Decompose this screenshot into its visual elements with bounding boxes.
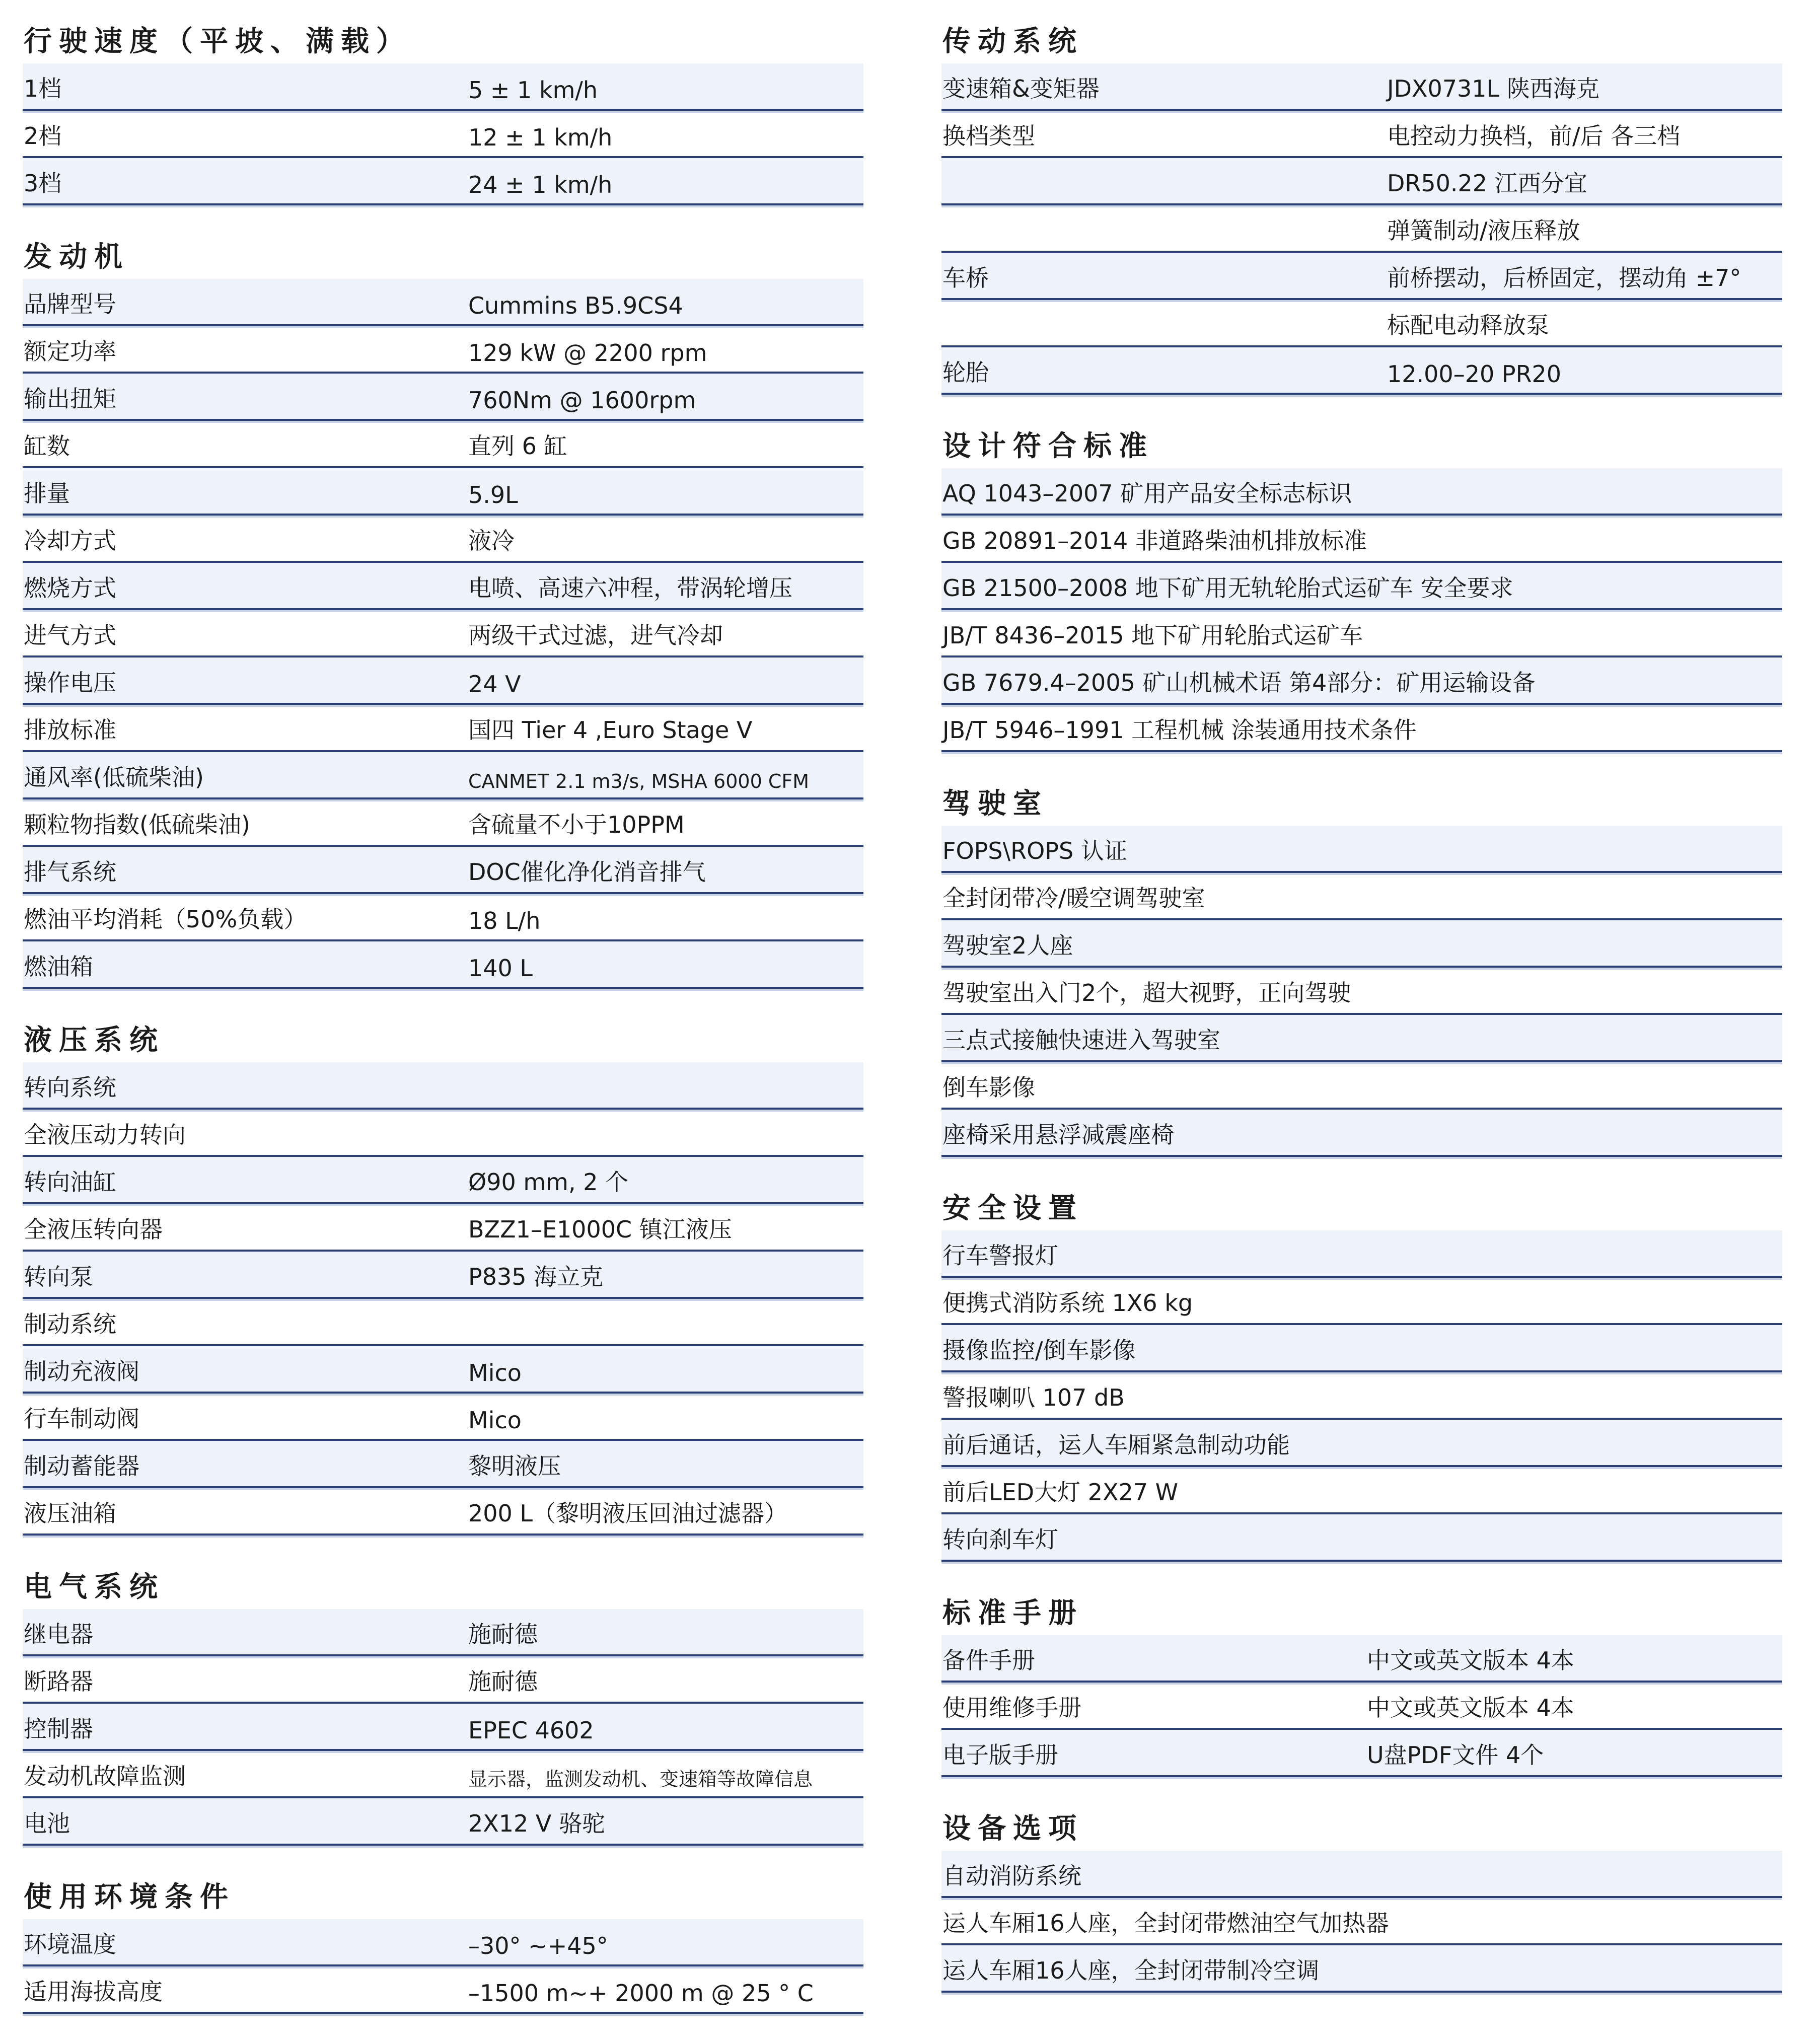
spec-row (941, 873, 1782, 920)
spec-label: 警报喇叭 107 dB (942, 1384, 1125, 1411)
spec-label: 冷却方式 (24, 527, 116, 554)
spec-label: GB 21500–2008 地下矿用无轨轮胎式运矿车 安全要求 (942, 574, 1513, 602)
section-title: 标准手册 (942, 1597, 1083, 1630)
spec-row (23, 421, 863, 468)
spec-row (23, 326, 863, 374)
spec-row (941, 920, 1782, 968)
spec-label: 倒车影像 (942, 1074, 1035, 1101)
spec-row (23, 1798, 863, 1846)
spec-label: 进气方式 (24, 622, 116, 649)
spec-label: 输出扭矩 (24, 385, 116, 412)
spec-row (23, 941, 863, 989)
spec-row (23, 1441, 863, 1488)
spec-label: 转向系统 (24, 1074, 116, 1101)
spec-row (23, 63, 863, 111)
spec-section (941, 1187, 1782, 1562)
spec-label: 颗粒物指数(低硫柴油) (24, 811, 250, 838)
spec-label: 全封闭带冷/暖空调驾驶室 (942, 885, 1205, 912)
spec-value: 760Nm @ 1600rpm (468, 387, 696, 414)
spec-label: 座椅采用悬浮减震座椅 (942, 1121, 1174, 1148)
spec-row (941, 1230, 1782, 1278)
spec-section (23, 1566, 863, 1846)
spec-row (23, 279, 863, 326)
spec-row (941, 968, 1782, 1015)
spec-label: 排气系统 (24, 858, 116, 886)
section-title: 使用环境条件 (24, 1881, 235, 1914)
spec-value: 中文或英文版本 4本 (1367, 1694, 1574, 1721)
spec-label: 全液压动力转向 (24, 1121, 186, 1148)
spec-row (23, 752, 863, 799)
spec-label: 燃油平均消耗（50%负载） (24, 906, 307, 933)
spec-label: 转向油缸 (24, 1169, 116, 1196)
spec-row (941, 1062, 1782, 1110)
spec-value: 24 V (468, 671, 521, 698)
spec-row (23, 158, 863, 205)
spec-value: 含硫量不小于10PPM (468, 811, 685, 838)
spec-row (23, 1704, 863, 1751)
spec-label: 电池 (24, 1810, 70, 1837)
section-title: 电气系统 (24, 1571, 165, 1603)
spec-section (23, 236, 863, 989)
spec-value: 12 ± 1 km/h (468, 124, 613, 151)
spec-value: 施耐德 (468, 1668, 538, 1695)
spec-section (941, 20, 1782, 395)
spec-value: U盘PDF文件 4个 (1367, 1741, 1544, 1769)
spec-value: Mico (468, 1359, 522, 1386)
spec-row (23, 894, 863, 941)
spec-row (23, 1609, 863, 1656)
spec-label: 全液压转向器 (24, 1216, 163, 1243)
spec-label: GB 20891–2014 非道路柴油机排放标准 (942, 527, 1367, 554)
spec-value: 液冷 (468, 527, 515, 554)
section-title: 液压系统 (24, 1024, 165, 1057)
spec-section (23, 20, 863, 205)
spec-row (941, 1730, 1782, 1777)
spec-label: FOPS\ROPS 认证 (942, 837, 1127, 864)
spec-label: 1档 (24, 75, 62, 102)
spec-label: GB 7679.4–2005 矿山机械术语 第4部分：矿用运输设备 (942, 669, 1536, 696)
spec-value: 电控动力换档，前/后 各三档 (1387, 122, 1681, 150)
spec-label: 排量 (24, 480, 70, 507)
spec-value: CANMET 2.1 m3/s, MSHA 6000 CFM (468, 770, 810, 792)
spec-value: JDX0731L 陕西海克 (1387, 75, 1599, 102)
spec-label: 备件手册 (942, 1647, 1035, 1674)
spec-label: 断路器 (24, 1668, 93, 1695)
section-title: 安全设置 (942, 1192, 1083, 1225)
spec-row (941, 1945, 1782, 1993)
spec-row (23, 1062, 863, 1110)
spec-row (941, 1325, 1782, 1372)
spec-row (941, 63, 1782, 111)
spec-label: 换档类型 (942, 122, 1035, 150)
spec-value: 施耐德 (468, 1621, 538, 1648)
right-column (941, 20, 1782, 2023)
spec-section (23, 1876, 863, 2014)
section-title: 设备选项 (942, 1812, 1083, 1845)
spec-row (941, 1514, 1782, 1562)
spec-value: 中文或英文版本 4本 (1367, 1647, 1574, 1674)
spec-row (23, 374, 863, 421)
section-title: 传动系统 (942, 25, 1083, 58)
spec-value: 24 ± 1 km/h (468, 171, 613, 198)
spec-label: AQ 1043–2007 矿用产品安全标志标识 (942, 480, 1352, 507)
spec-label: 缸数 (24, 432, 70, 460)
spec-value: DOC催化净化消音排气 (468, 858, 706, 886)
spec-row (941, 205, 1782, 253)
spec-label: 排放标准 (24, 716, 116, 744)
spec-row (23, 1751, 863, 1798)
spec-row (23, 563, 863, 610)
spec-label: 3档 (24, 170, 62, 197)
spec-value: BZZ1–E1000C 镇江液压 (468, 1216, 732, 1243)
spec-label: 制动蓄能器 (24, 1452, 139, 1480)
spec-label: 变速箱&变矩器 (942, 75, 1100, 102)
spec-row (941, 1683, 1782, 1730)
spec-label: 环境温度 (24, 1931, 116, 1958)
spec-label: 通风率(低硫柴油) (24, 764, 204, 791)
spec-row (941, 1110, 1782, 1157)
spec-label: 控制器 (24, 1715, 93, 1742)
spec-row (23, 658, 863, 705)
spec-value: 12.00–20 PR20 (1387, 360, 1562, 388)
spec-section (941, 425, 1782, 752)
spec-row (23, 1488, 863, 1536)
spec-label: 驾驶室出入门2个，超大视野，正向驾驶 (942, 979, 1351, 1006)
spec-value: –1500 m~+ 2000 m @ 25 ° C (468, 1980, 814, 2007)
spec-row (941, 347, 1782, 395)
spec-value: 2X12 V 骆驼 (468, 1810, 606, 1837)
spec-value: 18 L/h (468, 907, 541, 934)
spec-row (941, 516, 1782, 563)
left-column (23, 20, 863, 2044)
spec-row (941, 610, 1782, 658)
spec-row (23, 610, 863, 658)
spec-value: Cummins B5.9CS4 (468, 292, 683, 319)
spec-label: 使用维修手册 (942, 1694, 1081, 1721)
spec-value: 前桥摆动，后桥固定，摆动角 ±7° (1387, 264, 1741, 291)
spec-row (941, 658, 1782, 705)
spec-row (23, 1346, 863, 1394)
spec-label: 制动充液阀 (24, 1358, 139, 1385)
spec-label: 转向泵 (24, 1263, 93, 1290)
spec-row (23, 847, 863, 894)
spec-row (23, 516, 863, 563)
spec-value: 5 ± 1 km/h (468, 77, 598, 104)
spec-row (941, 1851, 1782, 1898)
spec-value: Ø90 mm, 2 个 (468, 1169, 629, 1196)
spec-row (941, 1015, 1782, 1062)
section-title: 驾驶室 (942, 787, 1048, 820)
spec-value: Mico (468, 1407, 522, 1434)
spec-value: 黎明液压 (468, 1452, 561, 1480)
spec-value: 129 kW @ 2200 rpm (468, 339, 707, 367)
spec-row (941, 563, 1782, 610)
spec-section (941, 782, 1782, 1157)
spec-label: 制动系统 (24, 1310, 116, 1338)
spec-label: 操作电压 (24, 669, 116, 696)
spec-label: 运人车厢16人座，全封闭带燃油空气加热器 (942, 1910, 1389, 1937)
spec-label: 前后通话，运人车厢紧急制动功能 (942, 1431, 1290, 1458)
spec-value: –30° ~+45° (468, 1932, 608, 1959)
section-title: 设计符合标准 (942, 430, 1154, 463)
spec-row (941, 253, 1782, 300)
spec-value: 国四 Tier 4 ,Euro Stage V (468, 716, 753, 744)
spec-label: JB/T 5946–1991 工程机械 涂装通用技术条件 (942, 716, 1417, 744)
spec-value: 5.9L (468, 481, 518, 508)
spec-label: 燃烧方式 (24, 574, 116, 602)
spec-row (941, 1372, 1782, 1420)
spec-value: 显示器，监测发动机、变速箱等故障信息 (468, 1768, 813, 1790)
spec-row (23, 1919, 863, 1966)
spec-label: JB/T 8436–2015 地下矿用轮胎式运矿车 (942, 622, 1363, 649)
spec-row (941, 1898, 1782, 1945)
spec-section (941, 1807, 1782, 1993)
spec-value: P835 海立克 (468, 1263, 604, 1290)
spec-row (23, 1656, 863, 1704)
spec-row (941, 111, 1782, 158)
spec-row (23, 1966, 863, 2014)
spec-label: 液压油箱 (24, 1500, 116, 1527)
spec-row (23, 1110, 863, 1157)
spec-label: 适用海拔高度 (24, 1978, 163, 2005)
spec-row (23, 705, 863, 752)
spec-value: 直列 6 缸 (468, 432, 567, 460)
spec-label: 前后LED大灯 2X27 W (942, 1479, 1179, 1506)
spec-row (23, 1394, 863, 1441)
spec-label: 额定功率 (24, 338, 116, 365)
spec-label: 轮胎 (942, 359, 989, 386)
spec-value: 两级干式过滤，进气冷却 (468, 622, 723, 649)
spec-label: 继电器 (24, 1621, 93, 1648)
spec-label: 驾驶室2人座 (942, 932, 1073, 959)
spec-value: 140 L (468, 955, 533, 982)
spec-label: 电子版手册 (942, 1741, 1058, 1769)
spec-row (941, 468, 1782, 516)
spec-row (23, 799, 863, 847)
spec-value: 标配电动释放泵 (1387, 312, 1549, 339)
spec-label: 行车制动阀 (24, 1405, 139, 1432)
spec-label: 三点式接触快速进入驾驶室 (942, 1027, 1220, 1054)
spec-section (23, 1019, 863, 1536)
spec-label: 品牌型号 (24, 290, 116, 318)
spec-value: EPEC 4602 (468, 1717, 594, 1744)
spec-label: 发动机故障监测 (24, 1763, 186, 1790)
spec-label: 车桥 (942, 264, 989, 291)
spec-row (941, 826, 1782, 873)
spec-row (941, 1420, 1782, 1467)
spec-row (23, 468, 863, 516)
spec-label: 运人车厢16人座，全封闭带制冷空调 (942, 1957, 1320, 1984)
spec-value: 200 L（黎明液压回油过滤器） (468, 1500, 788, 1527)
spec-row (23, 1299, 863, 1346)
spec-value: 弹簧制动/液压释放 (1387, 217, 1580, 244)
spec-section (941, 1592, 1782, 1777)
spec-row (941, 705, 1782, 752)
spec-label: 便携式消防系统 1X6 kg (942, 1289, 1193, 1317)
spec-row (23, 1204, 863, 1252)
spec-row (23, 1252, 863, 1299)
spec-row (941, 1278, 1782, 1325)
section-title: 行驶速度（平坡、满载） (24, 25, 411, 58)
spec-row (23, 1157, 863, 1204)
spec-label: 转向刹车灯 (942, 1526, 1058, 1553)
spec-label: 摄像监控/倒车影像 (942, 1337, 1136, 1364)
spec-row (941, 300, 1782, 347)
section-title: 发动机 (24, 241, 129, 273)
spec-label: 行车警报灯 (942, 1242, 1058, 1269)
spec-label: 自动消防系统 (942, 1862, 1081, 1889)
spec-row (941, 158, 1782, 205)
spec-label: 燃油箱 (24, 953, 93, 980)
spec-value: DR50.22 江西分宜 (1387, 170, 1587, 197)
spec-value: 电喷、高速六冲程，带涡轮增压 (468, 574, 792, 602)
spec-label: 2档 (24, 122, 62, 150)
spec-row (941, 1467, 1782, 1514)
spec-row (23, 111, 863, 158)
spec-row (941, 1635, 1782, 1683)
